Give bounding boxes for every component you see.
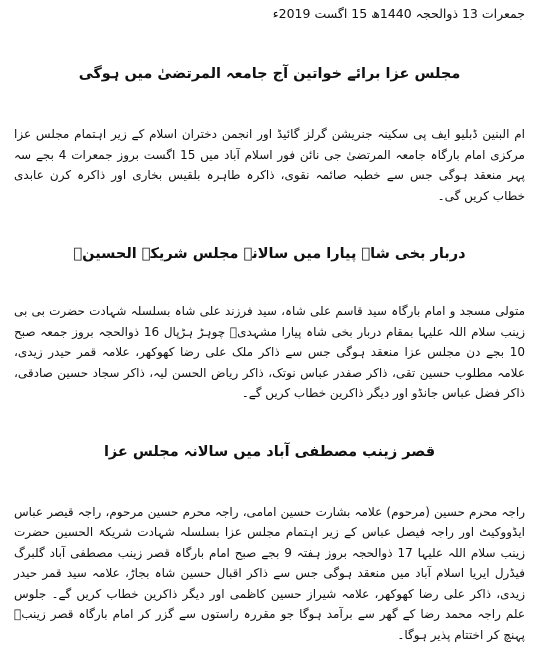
headline-darbar-majlis: دربار بخی شاہ پیارا میں سالانہ مجلس شریکۃ الحسینؑ (14, 244, 525, 264)
headline-women-majlis: مجلس عزا برائے خواتین آج جامعہ المرتضیٰ میں ہوگی (14, 64, 525, 84)
paragraph-darbar-majlis: متولی مسجد و امام بارگاہ سید قاسم علی شاہ، سید فرزند علی شاہ بسلسلہ شہادت حضرت بی بی زینب سلام اللہ علیہا بمقام دربار بخی شاہ پیارا مشہدیؒ چوہڑ ہڑپال 16 ذوالحجہ بروز جمعہ صبح 10 بجے دن مجلس عزا منعقد ہوگی جس سے ذاکر ملک علی رضا کھوکھر، علامہ قمر حیدر زیدی، علامہ مطلوب حسین تقی، ذاکر صفدر عباس نوتک، ذاکر ریاض الحسن لیہ، ذاکر سجاد حسین صادقی، ذاکر فضل عباس جانڈو اور دیگر ذاکرین خطاب کریں گے۔ (14, 301, 525, 404)
paragraph-qasr-zainab-majlis: راجہ محرم حسین (مرحوم) علامہ بشارت حسین امامی، راجہ محرم حسین مرحوم، راجہ قیصر عباس ایڈووکیٹ اور راجہ فیصل عباس کے زیر اہتمام مجلس عزا بسلسلہ شہادت شریکۃ الحسین حضرت زینب سلام اللہ علیہا 17 ذوالحجہ بروز ہفتہ 9 بجے صبح امام بارگاہ قصر زینب مصطفی آباد گلبرگ فیڈرل ایریا اسلام آباد میں منعقد ہوگی جس سے ذاکر اقبال حسین شاہ بجاڑ، علامہ سید قمر حیدر زیدی، ذاکر علی رضا کھوکھر، علامہ شیراز حسین کاظمی اور دیگر ذاکرین خطاب کریں گے۔ جلوس علم راجہ محمد رضا کے گھر سے برآمد ہوگا جو مقررہ راستوں سے گزر کر امام بارگاہ قصر زینبؑ پہنچ کر اختتام پذیر ہوگا۔ (14, 502, 525, 645)
headline-qasr-zainab-majlis: قصر زینب مصطفی آباد میں سالانہ مجلس عزا (14, 442, 525, 462)
dateline: جمعرات 13 ذوالحجہ 1440ھ 15 اگست 2019ء (14, 6, 525, 24)
paragraph-women-majlis: ام البنین ڈبلیو ایف پی سکینہ جنریشن گرلز گائیڈ اور انجمن دختران اسلام کے زیر اہتمام مجلس عزا مرکزی امام بارگاہ جامعہ المرتضیٰ جی نائن فور اسلام آباد میں 15 اگست بروز جمعرات 4 بجے سہ پہر منعقد ہوگی جس سے خطبہ صائمہ نقوی، ذاکرہ طاہرہ بلقیس بخاری اور ذاکرہ کرن عابدی خطاب کریں گی۔ (14, 124, 525, 206)
